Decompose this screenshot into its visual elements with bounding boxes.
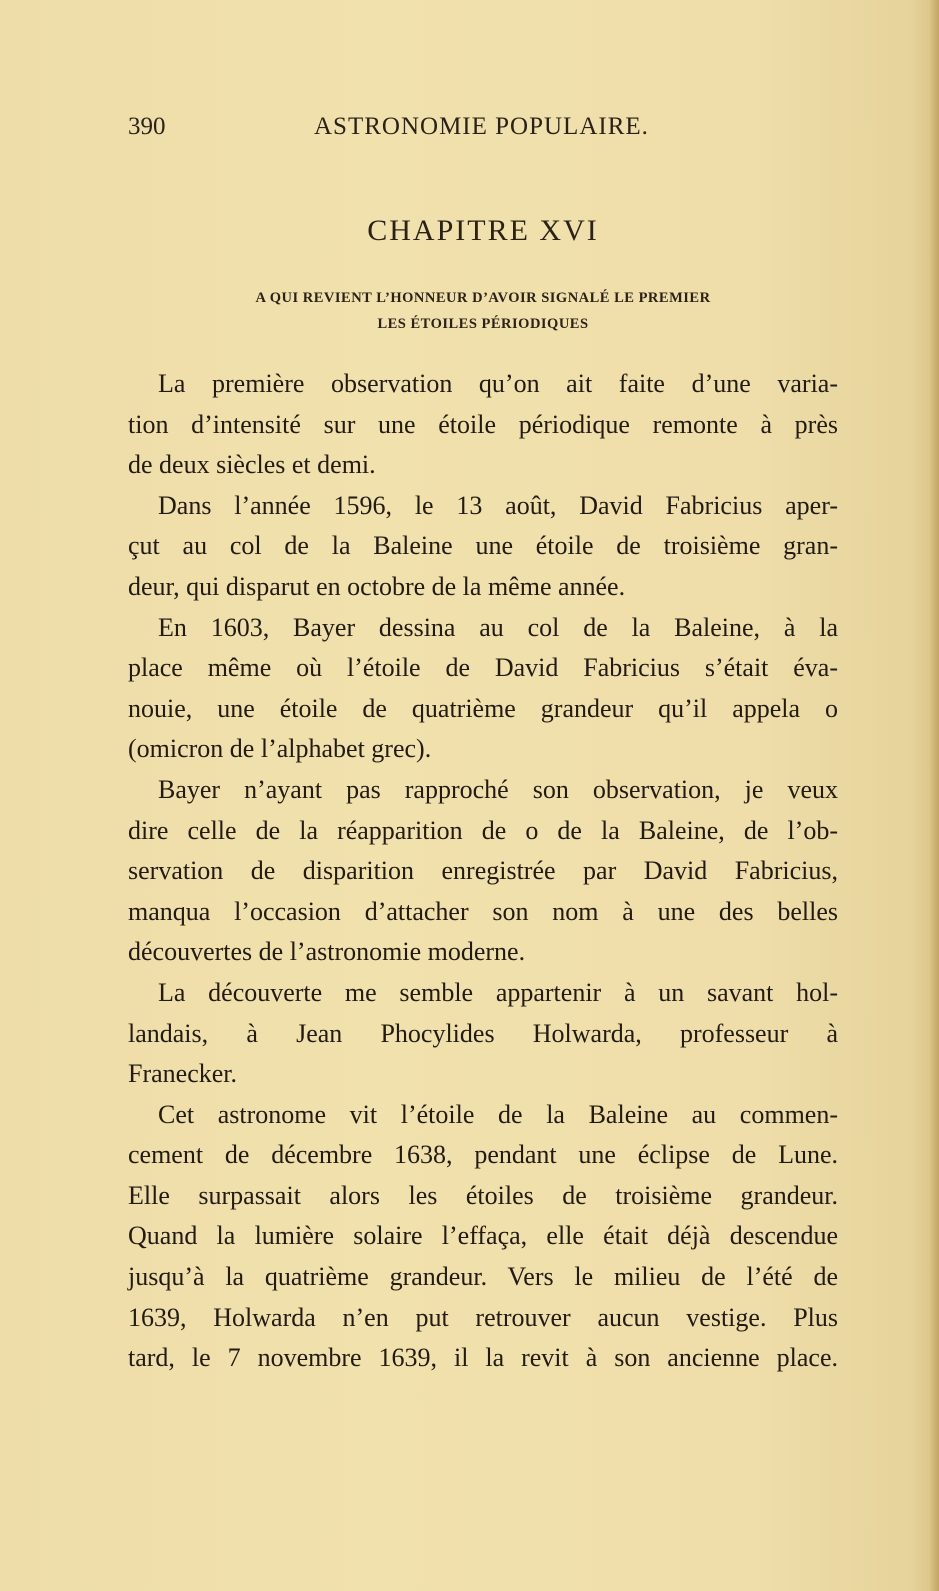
text-line: landais, à Jean Phocylides Holwarda, professeur à bbox=[128, 1018, 838, 1048]
running-head bbox=[128, 113, 838, 147]
text-line: Cet astronome vit l’étoile de la Baleine au commen- bbox=[158, 1099, 838, 1129]
text-line: de deux siècles et demi. bbox=[128, 450, 376, 480]
text-line: place même où l’étoile de David Fabricius s’était éva- bbox=[128, 653, 838, 683]
page-edge-shadow bbox=[929, 0, 939, 1591]
text-line: dire celle de la réapparition de o de la Baleine, de l’ob- bbox=[128, 815, 838, 845]
text-line: Bayer n’ayant pas rapproché son observation, je veux bbox=[158, 774, 838, 804]
text-line: nouie, une étoile de quatrième grandeur qu’il appela o bbox=[128, 693, 838, 723]
text-line: 1639, Holwarda n’en put retrouver aucun vestige. Plus bbox=[128, 1302, 838, 1332]
chapter-title: CHAPITRE XVI bbox=[367, 214, 599, 247]
text-line: çut au col de la Baleine une étoile de troisième gran- bbox=[128, 531, 838, 561]
chapter-subtitle-line: A QUI REVIENT L’HONNEUR D’AVOIR SIGNALÉ LE PREMIER bbox=[255, 290, 711, 306]
page-number: 390 bbox=[128, 113, 166, 140]
body-text bbox=[128, 364, 838, 1379]
text-line: servation de disparition enregistrée par David Fabricius, bbox=[128, 856, 838, 886]
text-line: (omicron de l’alphabet grec). bbox=[128, 734, 432, 764]
text-line: Franecker. bbox=[128, 1059, 238, 1089]
text-line: tion d’intensité sur une étoile périodique remonte à près bbox=[128, 409, 838, 439]
text-line: manqua l’occasion d’attacher son nom à une des belles bbox=[128, 896, 838, 926]
text-line: tard, le 7 novembre 1639, il la revit à son ancienne place. bbox=[128, 1343, 838, 1373]
text-line: La première observation qu’on ait faite d’une varia- bbox=[158, 369, 838, 398]
text-line: jusqu’à la quatrième grandeur. Vers le milieu de l’été de bbox=[128, 1262, 838, 1292]
chapter-subtitle bbox=[128, 285, 838, 337]
text-line: deur, qui disparut en octobre de la même année. bbox=[128, 571, 626, 601]
text-line: découvertes de l’astronomie moderne. bbox=[128, 937, 526, 967]
text-line: En 1603, Bayer dessina au col de la Baleine, à la bbox=[158, 612, 838, 642]
text-line: Elle surpassait alors les étoiles de troisième grandeur. bbox=[128, 1180, 838, 1210]
text-line: Quand la lumière solaire l’effaça, elle était déjà descendue bbox=[128, 1221, 838, 1251]
text-line: Dans l’année 1596, le 13 août, David Fabricius aper- bbox=[158, 490, 838, 520]
chapter-subtitle-line: LES ÉTOILES PÉRIODIQUES bbox=[377, 316, 589, 332]
running-title: ASTRONOMIE POPULAIRE. bbox=[314, 113, 649, 140]
text-line: cement de décembre 1638, pendant une éclipse de Lune. bbox=[128, 1140, 838, 1170]
text-line: La découverte me semble appartenir à un savant hol- bbox=[158, 977, 838, 1007]
